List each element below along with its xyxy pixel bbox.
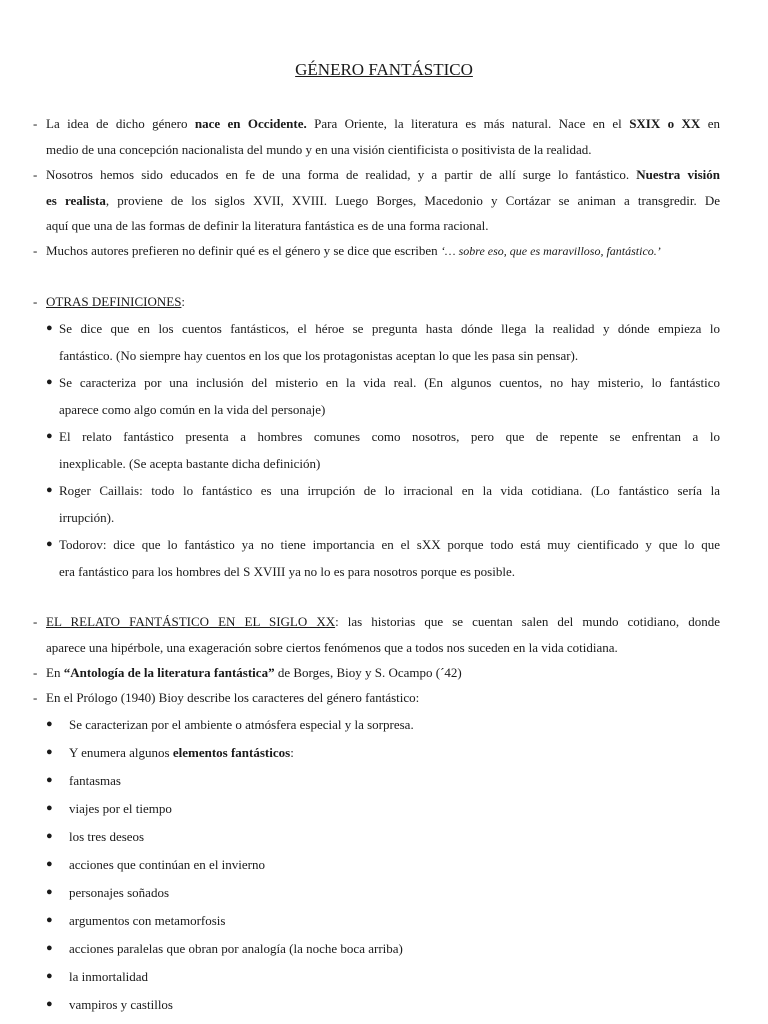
bullet-marker: ● (46, 376, 53, 388)
dash-marker: - (33, 116, 38, 131)
intro-line: Nosotros hemos sido educados en fe de una forma de realidad, y a partir de allí surge lo fantástico. Nuestra visión (46, 167, 720, 182)
dash-marker: - (33, 614, 38, 629)
bullet-marker: ● (46, 484, 53, 496)
bullet-marker: ● (46, 538, 53, 550)
elemento-item: acciones paralelas que obran por analogía (la noche boca arriba) (69, 941, 403, 956)
intro-line: La idea de dicho género nace en Occidente. Para Oriente, la literatura es más natural. Nace en el SXIX o XX en (46, 116, 720, 131)
bullet-marker: ● (46, 970, 53, 982)
bullet-marker: ● (46, 322, 53, 334)
elemento-item: viajes por el tiempo (69, 801, 172, 816)
bullet-marker: ● (46, 802, 53, 814)
caracter-item: Y enumera algunos elementos fantásticos: (69, 745, 294, 760)
dash-marker: - (33, 294, 38, 309)
bullet-marker: ● (46, 830, 53, 842)
intro-line: aquí que una de las formas de definir la literatura fantástica es de una forma racional. (46, 218, 489, 233)
dash-marker: - (33, 167, 38, 182)
bullet-marker: ● (46, 942, 53, 954)
antologia-line: En “Antología de la literatura fantástica” de Borges, Bioy y S. Ocampo (´42) (46, 665, 462, 680)
elemento-item: la inmortalidad (69, 969, 149, 984)
intro-line: Muchos autores prefieren no definir qué es el género y se dice que escriben ‘… sobre eso, que es maravilloso, fantástico.’ (46, 243, 661, 258)
definition-item: Roger Caillais: todo lo fantástico es una irrupción de lo irracional en la vida cotidiana. (Lo fantástico sería la (59, 483, 720, 498)
bullet-marker: ● (46, 998, 53, 1010)
elemento-item: personajes soñados (69, 885, 170, 900)
dash-marker: - (33, 243, 38, 258)
bullet-marker: ● (46, 774, 53, 786)
page-title: GÉNERO FANTÁSTICO (295, 60, 473, 79)
definition-item: Todorov: dice que lo fantástico ya no tiene importancia en el sXX porque todo está muy cientificado y que lo que (59, 537, 720, 552)
definition-item: fantástico. (No siempre hay cuentos en los que los protagonistas aceptan lo que les pasa sin pensar). (59, 348, 579, 363)
definition-item: El relato fantástico presenta a hombres comunes como nosotros, pero que de repente se enfrentan a lo (59, 429, 720, 444)
elemento-item: argumentos con metamorfosis (69, 913, 226, 928)
bullet-marker: ● (46, 430, 53, 442)
definition-item: inexplicable. (Se acepta bastante dicha definición) (59, 456, 321, 471)
dash-marker: - (33, 665, 38, 680)
bullet-marker: ● (46, 886, 53, 898)
bullet-marker: ● (46, 718, 53, 730)
bullet-marker: ● (46, 914, 53, 926)
prologo-line: En el Prólogo (1940) Bioy describe los caracteres del género fantástico: (46, 690, 420, 705)
bullet-marker: ● (46, 746, 53, 758)
intro-line: es realista, proviene de los siglos XVII, XVIII. Luego Borges, Macedonio y Cortázar se animan a transgredir. De (46, 193, 720, 208)
definition-item: aparece como algo común en la vida del personaje) (59, 402, 326, 417)
elemento-item: los tres deseos (69, 829, 145, 844)
section-heading-relato: EL RELATO FANTÁSTICO EN EL SIGLO XX: las historias que se cuentan salen del mundo cotidiano, donde (46, 614, 720, 629)
definition-item: Se caracteriza por una inclusión del misterio en la vida real. (En algunos cuentos, no hay misterio, lo fantástico (59, 375, 720, 390)
dash-marker: - (33, 690, 38, 705)
elemento-item: acciones que continúan en el invierno (69, 857, 266, 872)
relato-line: aparece una hipérbole, una exageración sobre ciertos fenómenos que a todos nos suceden en la vida cotidiana. (46, 640, 618, 655)
section-heading-otras: OTRAS DEFINICIONES: (46, 294, 186, 309)
definition-item: era fantástico para los hombres del S XVIII ya no lo es para nosotros porque es posible. (59, 564, 515, 579)
intro-line: medio de una concepción nacionalista del mundo y en una visión cientificista o positivista de la realidad. (46, 142, 592, 157)
definition-item: Se dice que en los cuentos fantásticos, el héroe se pregunta hasta dónde llega la realidad y dónde empieza lo (59, 321, 720, 336)
elemento-item: fantasmas (69, 773, 121, 788)
caracter-item: Se caracterizan por el ambiente o atmósfera especial y la sorpresa. (69, 717, 414, 732)
definition-item: irrupción). (59, 510, 115, 525)
bullet-marker: ● (46, 858, 53, 870)
elemento-item: vampiros y castillos (69, 997, 173, 1012)
